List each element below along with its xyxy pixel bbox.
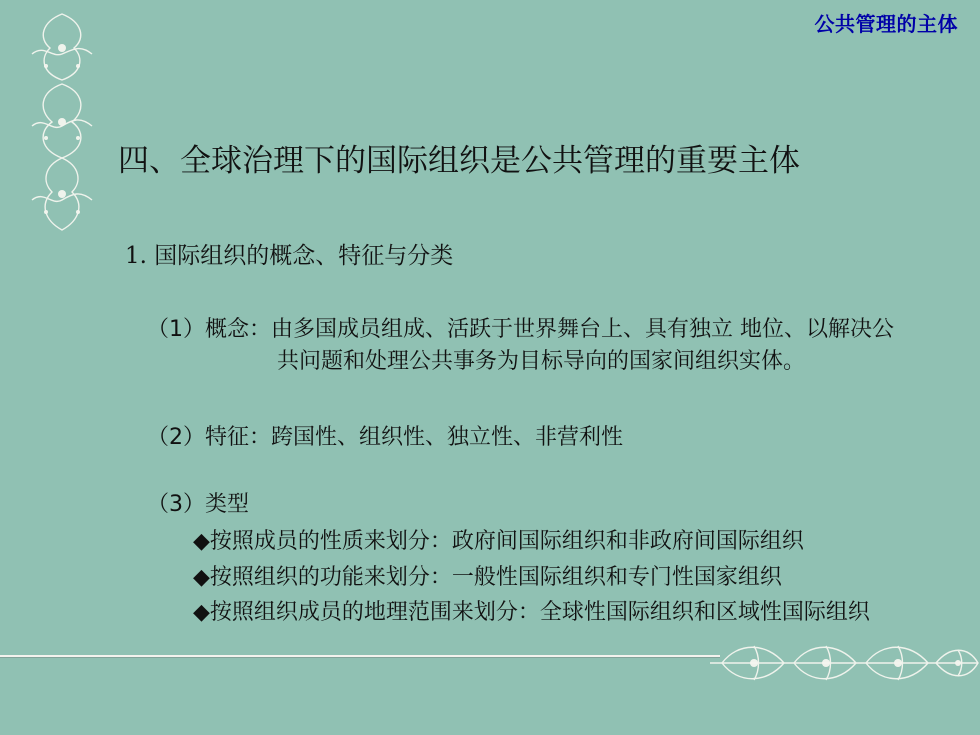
feature-label: （2）特征： [147, 425, 271, 450]
section-heading: 1. 国际组织的概念、特征与分类 [125, 243, 454, 269]
types-heading: （3）类型 [147, 492, 249, 517]
type-item-1 [193, 524, 804, 555]
feature-text: 跨国性、组织性、独立性、非营利性 [271, 425, 624, 450]
corner-title: 公共管理的主体 [814, 12, 958, 36]
type-item-3 [193, 595, 870, 626]
ornament-left-icon [22, 6, 102, 256]
concept-text-line-2: 共问题和处理公共事务为目标导向的国家间组织实体。 [277, 349, 806, 374]
bullet-diamond-icon: ◆ [193, 600, 210, 625]
type-item-text: 按照成员的性质来划分：政府间国际组织和非政府间国际组织 [209, 529, 804, 554]
bullet-diamond-icon: ◆ [193, 565, 210, 590]
concept-row-1 [147, 312, 894, 343]
bullet-diamond-icon: ◆ [193, 529, 210, 554]
type-item-2 [193, 560, 782, 591]
concept-text-line-1: 由多国成员组成、活跃于世界舞台上、具有独立 地位、以解决公 [271, 317, 894, 342]
feature-row [147, 420, 623, 451]
slide-title: 四、全球治理下的国际组织是公共管理的重要主体 [118, 143, 800, 179]
concept-label: （1）概念： [147, 317, 271, 342]
type-item-text: 按照组织成员的地理范围来划分：全球性国际组织和区域性国际组织 [209, 600, 870, 625]
type-item-text: 按照组织的功能来划分：一般性国际组织和专门性国家组织 [209, 565, 782, 590]
divider [0, 655, 720, 657]
ornament-right-icon [710, 632, 980, 692]
